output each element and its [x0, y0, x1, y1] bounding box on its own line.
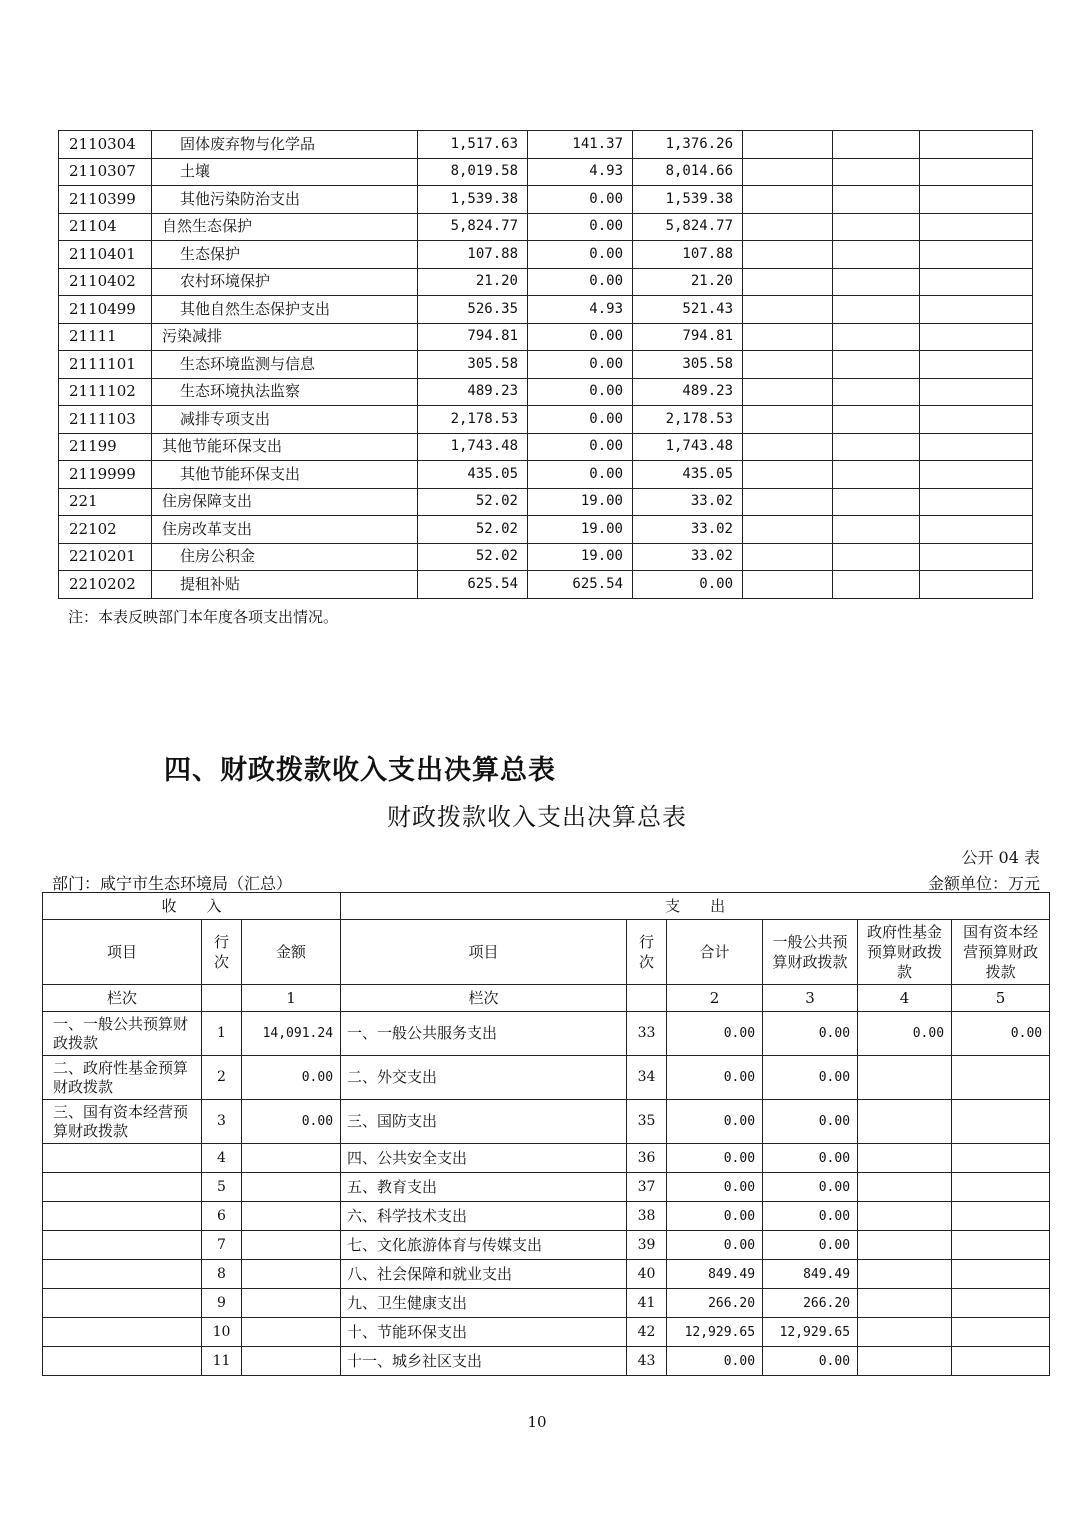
col-total: 合计	[667, 920, 763, 985]
cell-code: 2110307	[59, 158, 152, 186]
expense-fund	[858, 1202, 952, 1231]
expense-total: 0.00	[667, 1202, 763, 1231]
expense-row-no: 36	[627, 1144, 667, 1173]
table-row	[59, 351, 1033, 379]
lanci-income: 栏次	[43, 985, 202, 1012]
income-row-no: 7	[202, 1231, 242, 1260]
table-row	[43, 1056, 1050, 1100]
expense-fund: 0.00	[858, 1012, 952, 1056]
income-item: 一、一般公共预算财政拨款	[43, 1012, 202, 1056]
cell-basic: 0.00	[528, 241, 633, 269]
cell-empty	[743, 351, 833, 379]
income-row-no: 2	[202, 1056, 242, 1100]
expense-general: 849.49	[763, 1260, 858, 1289]
cell-empty	[743, 543, 833, 571]
expense-item: 九、卫生健康支出	[341, 1289, 627, 1318]
cell-project: 305.58	[633, 351, 743, 379]
cell-name: 生态环境监测与信息	[152, 351, 418, 379]
income-row-no: 6	[202, 1202, 242, 1231]
cell-basic: 0.00	[528, 406, 633, 434]
income-row-no: 9	[202, 1289, 242, 1318]
expense-row-no: 37	[627, 1173, 667, 1202]
income-item: 三、国有资本经营预算财政拨款	[43, 1100, 202, 1144]
cell-total: 52.02	[418, 516, 528, 544]
cell-empty	[920, 131, 1033, 159]
income-item	[43, 1318, 202, 1347]
expense-state	[952, 1231, 1050, 1260]
income-amount: 14,091.24	[242, 1012, 341, 1056]
table-row	[43, 1100, 1050, 1144]
expense-general: 0.00	[763, 1012, 858, 1056]
expense-fund	[858, 1056, 952, 1100]
cell-code: 2110401	[59, 241, 152, 269]
cell-project: 435.05	[633, 461, 743, 489]
unit-label: 金额单位：万元	[927, 874, 1040, 893]
cell-empty	[833, 351, 920, 379]
cell-empty	[743, 186, 833, 214]
cell-total: 52.02	[418, 488, 528, 516]
table-row	[59, 241, 1033, 269]
income-row-no: 10	[202, 1318, 242, 1347]
expense-state	[952, 1056, 1050, 1100]
col-amount: 金额	[242, 920, 341, 985]
cell-empty	[743, 323, 833, 351]
income-amount	[242, 1231, 341, 1260]
table-row	[59, 268, 1033, 296]
cell-total: 21.20	[418, 268, 528, 296]
cell-name: 其他自然生态保护支出	[152, 296, 418, 324]
expense-row-no: 35	[627, 1100, 667, 1144]
cell-total: 8,019.58	[418, 158, 528, 186]
expense-state	[952, 1289, 1050, 1318]
cell-empty	[833, 406, 920, 434]
cell-empty	[920, 433, 1033, 461]
income-amount	[242, 1318, 341, 1347]
cell-project: 33.02	[633, 516, 743, 544]
cell-name: 住房改革支出	[152, 516, 418, 544]
cell-total: 305.58	[418, 351, 528, 379]
cell-basic: 0.00	[528, 213, 633, 241]
cell-empty	[743, 488, 833, 516]
table-note: 注：本表反映部门本年度各项支出情况。	[68, 608, 339, 626]
col-item-income: 项目	[43, 920, 202, 985]
cell-basic: 0.00	[528, 268, 633, 296]
cell-empty	[920, 268, 1033, 296]
table-row	[43, 1144, 1050, 1173]
expense-item: 十、节能环保支出	[341, 1318, 627, 1347]
cell-empty	[743, 158, 833, 186]
cell-empty	[833, 241, 920, 269]
expense-general: 0.00	[763, 1202, 858, 1231]
expense-total: 0.00	[667, 1012, 763, 1056]
cell-basic: 19.00	[528, 516, 633, 544]
col-num-3: 3	[763, 985, 858, 1012]
income-item	[43, 1347, 202, 1376]
cell-code: 21111	[59, 323, 152, 351]
income-header: 收 入	[43, 893, 341, 920]
cell-code: 2119999	[59, 461, 152, 489]
expense-state	[952, 1318, 1050, 1347]
fiscal-summary-table	[42, 892, 1050, 1376]
expense-fund	[858, 1347, 952, 1376]
cell-empty	[743, 406, 833, 434]
income-amount	[242, 1260, 341, 1289]
table-row	[59, 296, 1033, 324]
table-row	[43, 1347, 1050, 1376]
income-item	[43, 1260, 202, 1289]
cell-total: 625.54	[418, 571, 528, 599]
cell-empty	[833, 516, 920, 544]
income-item	[43, 1173, 202, 1202]
cell-name: 其他节能环保支出	[152, 461, 418, 489]
table-row	[59, 543, 1033, 571]
col-fund: 政府性基金预算财政拨款	[858, 920, 952, 985]
income-row-no: 3	[202, 1100, 242, 1144]
expense-total: 0.00	[667, 1347, 763, 1376]
income-amount	[242, 1144, 341, 1173]
cell-code: 2110402	[59, 268, 152, 296]
cell-project: 8,014.66	[633, 158, 743, 186]
income-row-no: 1	[202, 1012, 242, 1056]
cell-project: 5,824.77	[633, 213, 743, 241]
cell-project: 489.23	[633, 378, 743, 406]
cell-basic: 0.00	[528, 378, 633, 406]
cell-code: 22102	[59, 516, 152, 544]
cell-empty	[743, 461, 833, 489]
cell-code: 221	[59, 488, 152, 516]
expense-row-no: 33	[627, 1012, 667, 1056]
cell-code: 2210201	[59, 543, 152, 571]
expense-total: 0.00	[667, 1056, 763, 1100]
table-row	[59, 516, 1033, 544]
cell-empty	[743, 213, 833, 241]
cell-code: 21104	[59, 213, 152, 241]
cell-empty	[833, 488, 920, 516]
page-number: 10	[527, 1413, 547, 1431]
cell-project: 521.43	[633, 296, 743, 324]
income-amount	[242, 1347, 341, 1376]
table-row	[43, 1012, 1050, 1056]
cell-name: 生态环境执法监察	[152, 378, 418, 406]
cell-empty	[920, 241, 1033, 269]
expense-item: 十一、城乡社区支出	[341, 1347, 627, 1376]
cell-name: 住房保障支出	[152, 488, 418, 516]
cell-empty	[920, 488, 1033, 516]
expense-fund	[858, 1100, 952, 1144]
cell-empty	[833, 158, 920, 186]
cell-code: 21199	[59, 433, 152, 461]
cell-empty	[743, 433, 833, 461]
expense-detail-table	[58, 130, 1033, 599]
table-row	[59, 433, 1033, 461]
cell-empty	[920, 571, 1033, 599]
expense-item: 五、教育支出	[341, 1173, 627, 1202]
expense-item: 三、国防支出	[341, 1100, 627, 1144]
income-row-no: 11	[202, 1347, 242, 1376]
cell-empty	[920, 158, 1033, 186]
cell-basic: 625.54	[528, 571, 633, 599]
cell-project: 2,178.53	[633, 406, 743, 434]
cell-empty	[833, 543, 920, 571]
expense-state: 0.00	[952, 1012, 1050, 1056]
expense-fund	[858, 1289, 952, 1318]
cell-empty	[920, 351, 1033, 379]
expense-header: 支 出	[341, 893, 1050, 920]
cell-empty	[833, 131, 920, 159]
cell-basic: 4.93	[528, 158, 633, 186]
cell-code: 2110304	[59, 131, 152, 159]
cell-code: 2210202	[59, 571, 152, 599]
cell-total: 52.02	[418, 543, 528, 571]
expense-general: 0.00	[763, 1056, 858, 1100]
cell-empty	[920, 543, 1033, 571]
cell-empty	[920, 213, 1033, 241]
expense-fund	[858, 1231, 952, 1260]
expense-total: 849.49	[667, 1260, 763, 1289]
cell-basic: 0.00	[528, 433, 633, 461]
income-item	[43, 1202, 202, 1231]
expense-state	[952, 1347, 1050, 1376]
table-row	[43, 1260, 1050, 1289]
cell-basic: 19.00	[528, 543, 633, 571]
expense-state	[952, 1260, 1050, 1289]
income-amount	[242, 1202, 341, 1231]
cell-code: 2110499	[59, 296, 152, 324]
cell-name: 土壤	[152, 158, 418, 186]
col-num-4: 4	[858, 985, 952, 1012]
cell-total: 1,517.63	[418, 131, 528, 159]
cell-basic: 0.00	[528, 323, 633, 351]
expense-row-no: 39	[627, 1231, 667, 1260]
expense-total: 0.00	[667, 1231, 763, 1260]
expense-row-no: 40	[627, 1260, 667, 1289]
table-row	[59, 461, 1033, 489]
cell-name: 生态保护	[152, 241, 418, 269]
income-amount: 0.00	[242, 1100, 341, 1144]
cell-project: 794.81	[633, 323, 743, 351]
expense-state	[952, 1173, 1050, 1202]
expense-item: 二、外交支出	[341, 1056, 627, 1100]
cell-empty	[833, 571, 920, 599]
expense-fund	[858, 1173, 952, 1202]
col-num-2: 2	[667, 985, 763, 1012]
col-row-income: 行次	[202, 920, 242, 985]
expense-item: 八、社会保障和就业支出	[341, 1260, 627, 1289]
cell-empty	[833, 433, 920, 461]
cell-name: 污染减排	[152, 323, 418, 351]
expense-state	[952, 1202, 1050, 1231]
cell-project: 1,376.26	[633, 131, 743, 159]
expense-row-no: 41	[627, 1289, 667, 1318]
cell-name: 住房公积金	[152, 543, 418, 571]
cell-empty	[833, 186, 920, 214]
table-row	[59, 323, 1033, 351]
expense-general: 266.20	[763, 1289, 858, 1318]
table-row	[59, 131, 1033, 159]
cell-name: 提租补贴	[152, 571, 418, 599]
cell-empty	[743, 378, 833, 406]
table-row	[59, 213, 1033, 241]
col-state: 国有资本经营预算财政拨款	[952, 920, 1050, 985]
cell-project: 1,743.48	[633, 433, 743, 461]
income-amount	[242, 1289, 341, 1318]
col-row-expense: 行次	[627, 920, 667, 985]
expense-total: 0.00	[667, 1144, 763, 1173]
table-row	[59, 158, 1033, 186]
cell-empty	[743, 131, 833, 159]
cell-total: 1,743.48	[418, 433, 528, 461]
expense-row-no: 38	[627, 1202, 667, 1231]
cell-empty	[743, 268, 833, 296]
income-amount: 0.00	[242, 1056, 341, 1100]
expense-fund	[858, 1318, 952, 1347]
expense-fund	[858, 1260, 952, 1289]
cell-empty	[833, 461, 920, 489]
cell-project: 1,539.38	[633, 186, 743, 214]
cell-empty	[743, 296, 833, 324]
cell-empty	[743, 571, 833, 599]
cell-name: 自然生态保护	[152, 213, 418, 241]
expense-item: 四、公共安全支出	[341, 1144, 627, 1173]
expense-fund	[858, 1144, 952, 1173]
expense-general: 12,929.65	[763, 1318, 858, 1347]
table-row	[43, 1231, 1050, 1260]
table-row	[59, 488, 1033, 516]
cell-project: 107.88	[633, 241, 743, 269]
cell-empty	[920, 296, 1033, 324]
cell-total: 107.88	[418, 241, 528, 269]
cell-total: 794.81	[418, 323, 528, 351]
cell-empty	[833, 378, 920, 406]
cell-total: 5,824.77	[418, 213, 528, 241]
table-row	[43, 1318, 1050, 1347]
col-item-expense: 项目	[341, 920, 627, 985]
expense-general: 0.00	[763, 1144, 858, 1173]
cell-project: 0.00	[633, 571, 743, 599]
form-number: 公开 04 表	[961, 848, 1040, 867]
cell-empty	[743, 516, 833, 544]
cell-name: 固体废弃物与化学品	[152, 131, 418, 159]
income-row-no: 5	[202, 1173, 242, 1202]
expense-general: 0.00	[763, 1173, 858, 1202]
income-item: 二、政府性基金预算财政拨款	[43, 1056, 202, 1100]
col-num-1: 1	[242, 985, 341, 1012]
cell-code: 2110399	[59, 186, 152, 214]
cell-name: 其他节能环保支出	[152, 433, 418, 461]
income-item	[43, 1289, 202, 1318]
cell-name: 减排专项支出	[152, 406, 418, 434]
section-header-row	[43, 893, 1050, 920]
cell-code: 2111103	[59, 406, 152, 434]
table-row	[59, 406, 1033, 434]
expense-row-no: 34	[627, 1056, 667, 1100]
cell-empty	[920, 323, 1033, 351]
income-item	[43, 1231, 202, 1260]
department-label: 部门：咸宁市生态环境局（汇总）	[52, 874, 293, 893]
expense-general: 0.00	[763, 1347, 858, 1376]
table-row	[43, 1202, 1050, 1231]
table-row	[59, 571, 1033, 599]
cell-project: 21.20	[633, 268, 743, 296]
cell-basic: 0.00	[528, 351, 633, 379]
section-heading: 四、财政拨款收入支出决算总表	[164, 755, 556, 786]
col-general: 一般公共预算财政拨款	[763, 920, 858, 985]
income-row-no: 4	[202, 1144, 242, 1173]
cell-code: 2111102	[59, 378, 152, 406]
cell-empty	[920, 516, 1033, 544]
cell-empty	[743, 241, 833, 269]
col-num-5: 5	[952, 985, 1050, 1012]
column-number-row	[43, 985, 1050, 1012]
expense-row-no: 43	[627, 1347, 667, 1376]
expense-general: 0.00	[763, 1231, 858, 1260]
expense-item: 一、一般公共服务支出	[341, 1012, 627, 1056]
expense-state	[952, 1100, 1050, 1144]
cell-empty	[833, 323, 920, 351]
cell-code: 2111101	[59, 351, 152, 379]
cell-project: 33.02	[633, 543, 743, 571]
cell-project: 33.02	[633, 488, 743, 516]
income-row-no: 8	[202, 1260, 242, 1289]
cell-basic: 0.00	[528, 461, 633, 489]
cell-empty	[833, 213, 920, 241]
cell-empty	[920, 378, 1033, 406]
lanci-expense: 栏次	[341, 985, 627, 1012]
cell-basic: 141.37	[528, 131, 633, 159]
cell-empty	[833, 268, 920, 296]
expense-item: 七、文化旅游体育与传媒支出	[341, 1231, 627, 1260]
table-row	[43, 1289, 1050, 1318]
cell-total: 489.23	[418, 378, 528, 406]
cell-total: 526.35	[418, 296, 528, 324]
table-row	[43, 1173, 1050, 1202]
cell-empty	[920, 461, 1033, 489]
table-row	[59, 186, 1033, 214]
expense-total: 12,929.65	[667, 1318, 763, 1347]
expense-general: 0.00	[763, 1100, 858, 1144]
cell-name: 其他污染防治支出	[152, 186, 418, 214]
cell-total: 1,539.38	[418, 186, 528, 214]
income-amount	[242, 1173, 341, 1202]
expense-total: 0.00	[667, 1173, 763, 1202]
cell-basic: 4.93	[528, 296, 633, 324]
cell-total: 435.05	[418, 461, 528, 489]
cell-empty	[920, 406, 1033, 434]
income-item	[43, 1144, 202, 1173]
expense-item: 六、科学技术支出	[341, 1202, 627, 1231]
table-row	[59, 378, 1033, 406]
cell-name: 农村环境保护	[152, 268, 418, 296]
expense-total: 266.20	[667, 1289, 763, 1318]
expense-total: 0.00	[667, 1100, 763, 1144]
cell-empty	[920, 186, 1033, 214]
cell-basic: 0.00	[528, 186, 633, 214]
cell-total: 2,178.53	[418, 406, 528, 434]
expense-state	[952, 1144, 1050, 1173]
column-header-row	[43, 920, 1050, 985]
table-title: 财政拨款收入支出决算总表	[387, 803, 687, 831]
cell-basic: 19.00	[528, 488, 633, 516]
cell-empty	[833, 296, 920, 324]
expense-row-no: 42	[627, 1318, 667, 1347]
